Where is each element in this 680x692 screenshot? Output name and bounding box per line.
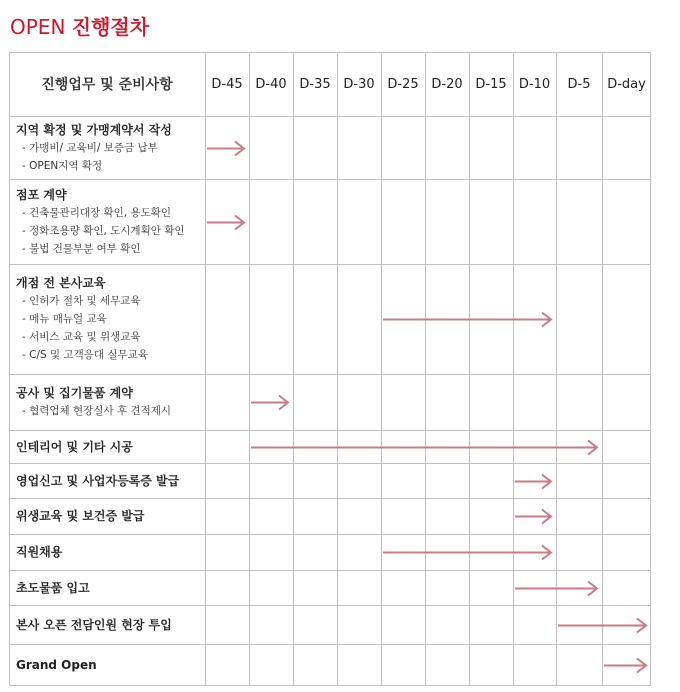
day-header-d-40: D-40 <box>255 76 287 92</box>
task-title: 공사 및 집기물품 계약 <box>16 386 133 400</box>
day-header-d-5: D-5 <box>567 76 591 92</box>
task-subitem: - 정화조용량 확인, 도시계획안 확인 <box>22 224 185 237</box>
day-header-d-day: D-day <box>607 76 646 92</box>
task-row <box>16 430 208 463</box>
day-header-d-10: D-10 <box>518 76 551 92</box>
task-title: 위생교육 및 보건증 발급 <box>16 509 145 523</box>
day-header-d-15: D-15 <box>475 76 507 92</box>
page-title-en: OPEN <box>10 15 66 39</box>
task-row <box>16 116 208 179</box>
task-subitem: - 서비스 교육 및 위생교육 <box>22 331 141 343</box>
task-row <box>16 463 208 498</box>
page-title <box>10 14 149 40</box>
task-title: 직원채용 <box>16 545 63 559</box>
task-row <box>16 498 208 534</box>
task-title: 본사 오픈 전담인원 현장 투입 <box>16 617 172 632</box>
task-row <box>16 570 208 605</box>
task-subitem: - 불법 건물부분 여부 확인 <box>22 242 141 255</box>
task-row <box>16 179 208 264</box>
task-row <box>16 644 208 686</box>
page-title-ko: 진행절차 <box>71 15 150 39</box>
day-header-d-35: D-35 <box>299 76 331 92</box>
task-row <box>16 264 208 374</box>
task-subitem: - OPEN지역 확정 <box>22 159 103 172</box>
task-subitem: - C/S 및 고객응대 실무교육 <box>22 349 148 361</box>
task-row <box>16 374 208 430</box>
task-column-header: 진행업무 및 준비사항 <box>41 77 173 93</box>
task-title: 영업신고 및 사업자등록증 발급 <box>16 473 180 488</box>
task-title: 점포 계약 <box>16 187 67 202</box>
task-title: 개점 전 본사교육 <box>16 276 106 290</box>
task-title: 인테리어 및 기타 시공 <box>16 439 133 454</box>
task-subitem: - 메뉴 매뉴얼 교육 <box>22 313 107 325</box>
task-subitem: - 협력업체 현장실사 후 견적제시 <box>22 405 171 417</box>
task-row <box>16 605 208 644</box>
day-header-d-45: D-45 <box>211 76 243 92</box>
day-header-d-20: D-20 <box>431 76 463 92</box>
task-row <box>16 534 208 570</box>
task-subitem: - 인허가 절차 및 세무교육 <box>22 295 141 307</box>
task-title: Grand Open <box>16 658 97 672</box>
day-header-d-30: D-30 <box>343 76 375 92</box>
task-subitem: - 가맹비/ 교육비/ 보증금 납부 <box>22 141 158 154</box>
day-header-d-25: D-25 <box>387 76 419 92</box>
task-title: 지역 확정 및 가맹계약서 작성 <box>16 122 172 137</box>
schedule-table <box>9 52 651 686</box>
task-title: 초도물품 입고 <box>16 580 90 595</box>
task-subitem: - 건축물관리대장 확인, 용도확인 <box>22 206 171 219</box>
